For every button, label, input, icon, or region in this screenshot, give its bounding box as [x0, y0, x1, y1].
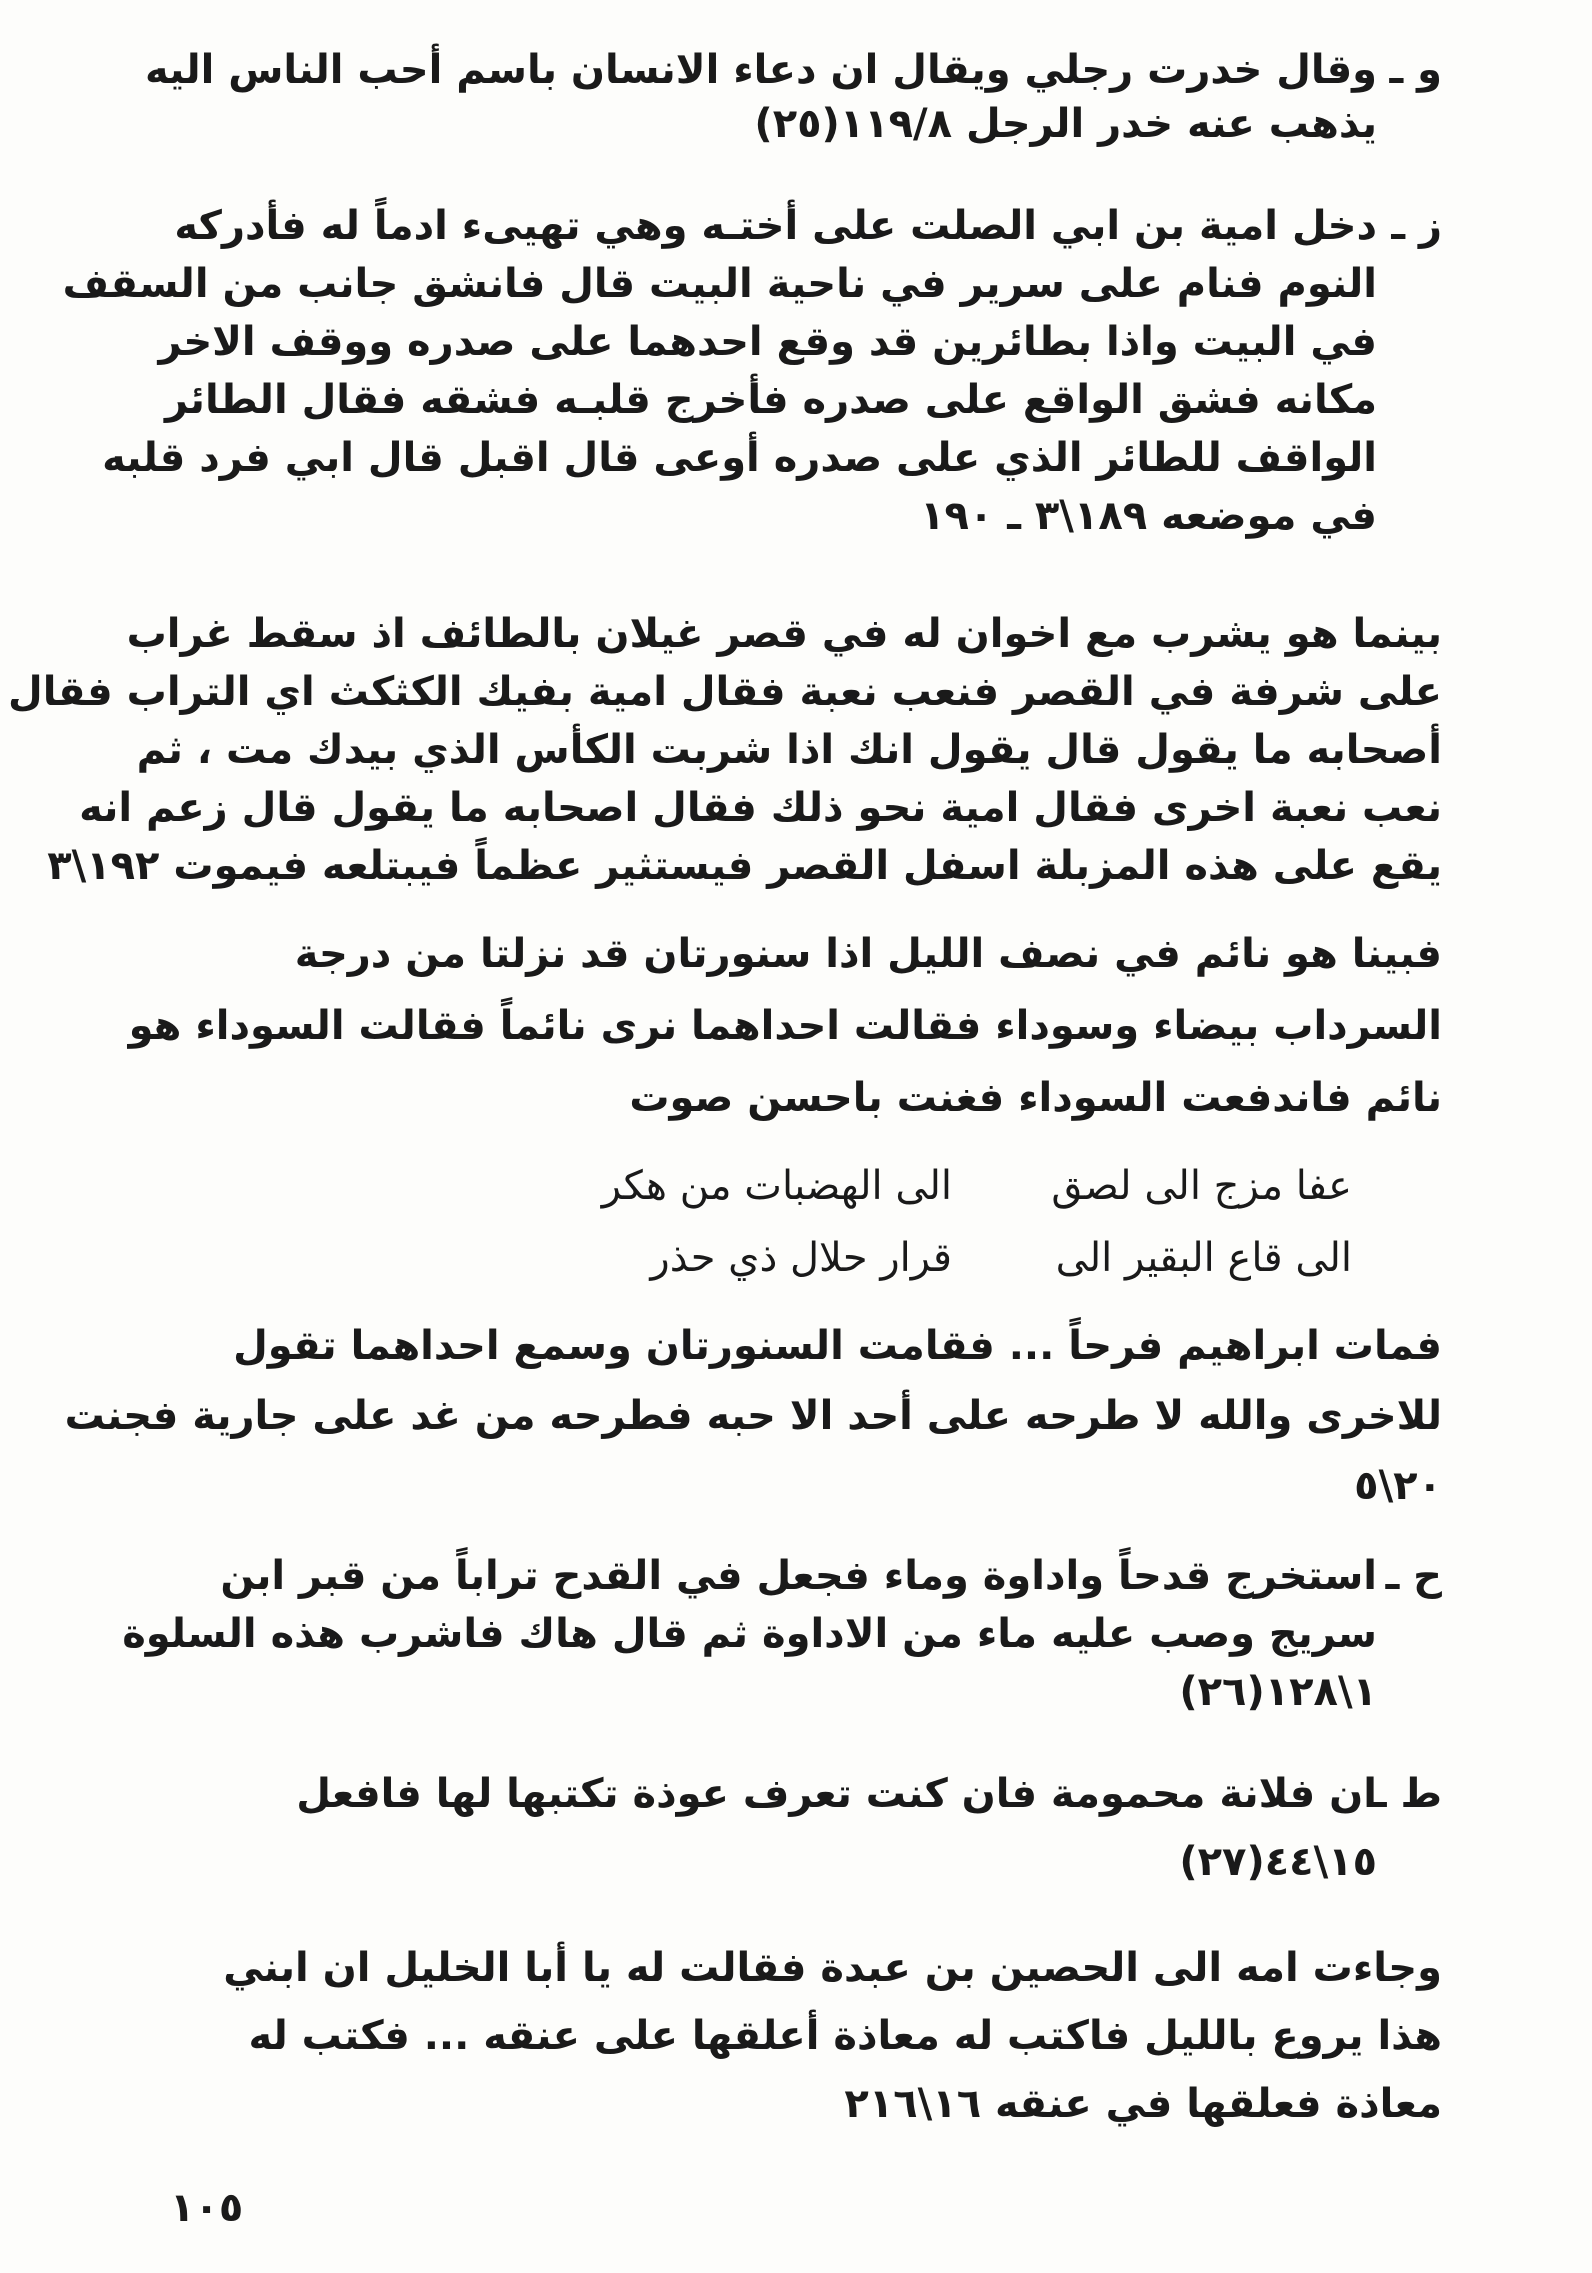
zay-line-1: دخل امية بن ابي الصلت على أختـه وهي تهيىء ادماً له فأدركه — [174, 203, 1377, 249]
p3-line-3: ٢٠\٥ — [1354, 1463, 1442, 1509]
p2-line-3: نائم فاندفعت السوداء فغنت باحسن صوت — [629, 1075, 1442, 1121]
ha-line-1: استخرج قدحاً واداوة وماء فجعل في القدح تراباً من قبر ابن — [220, 1553, 1377, 1599]
p4-line-3: معاذة فعلقها في عنقه ١٦\٢١٦ — [844, 2081, 1442, 2127]
ta-line-1: ان فلانة محمومة فان كنت تعرف عوذة تكتبها لها فافعل — [296, 1771, 1377, 1817]
p1-line-3: أصحابه ما يقول قال يقول انك اذا شربت الكأس الذي بيدك مت ، ثم — [136, 727, 1442, 773]
p3-line-1: فمات ابراهيم فرحاً ... فقامت السنورتان وسمع احداهما تقول — [233, 1323, 1442, 1369]
p1-line-1: بينما هو يشرب مع اخوان له في قصر غيلان بالطائف اذ سقط غراب — [126, 611, 1442, 657]
zay-line-5: الواقف للطائر الذي على صدره أوعى قال اقبل قال ابي فرد قلبه — [102, 435, 1377, 481]
verse-1-hemistich-2: الى الهضبات من هكر — [601, 1163, 952, 1209]
section-marker-ta: ط ـ — [1372, 1771, 1442, 1817]
p2-line-1: فبينا هو نائم في نصف الليل اذا سنورتان قد نزلتا من درجة — [294, 931, 1442, 977]
section-marker-zay: ز ـ — [1391, 203, 1442, 249]
p2-line-2: السرداب بيضاء وسوداء فقالت احداهما نرى نائماً فقالت السوداء هو — [128, 1003, 1442, 1049]
ta-line-2: ١٥\٤٤(٢٧) — [1179, 1839, 1377, 1885]
ha-line-3: ١\١٢٨(٢٦) — [1179, 1669, 1377, 1715]
verse-2-hemistich-1: الى قاع البقير الى — [1055, 1235, 1352, 1281]
verse-1-hemistich-1: عفا مزج الى لصق — [1051, 1163, 1352, 1209]
p4-line-1: وجاءت امه الى الحصين بن عبدة فقالت له يا أبا الخليل ان ابني — [223, 1945, 1442, 1991]
zay-line-4: مكانه فشق الواقع على صدره فأخرج قلبـه فشقه فقال الطائر — [165, 377, 1377, 423]
section-marker-waw: و ـ — [1389, 47, 1442, 93]
section-marker-ha: ح ـ — [1385, 1553, 1442, 1599]
p3-line-2: للاخرى والله لا طرحه على أحد الا حبه فطرحه من غد على جارية فجنت — [64, 1393, 1442, 1439]
zay-line-6: في موضعه ١٨٩\٣ ـ ١٩٠ — [920, 493, 1377, 539]
p1-line-4: نعب نعبة اخرى فقال امية نحو ذلك فقال اصحابه ما يقول قال زعم انه — [79, 785, 1442, 831]
ha-line-2: سريج وصب عليه ماء من الاداوة ثم قال هاك فاشرب هذه السلوة — [122, 1611, 1377, 1657]
verse-2-hemistich-2: قرار حلال ذي حذر — [650, 1235, 952, 1281]
zay-line-2: النوم فنام على سرير في ناحية البيت قال فانشق جانب من السقف — [62, 261, 1377, 307]
page-number: ١٠٥ — [170, 2185, 244, 2231]
zay-line-3: في البيت واذا بطائرين قد وقع احدهما على صدره ووقف الاخر — [158, 319, 1377, 365]
waw-line-2: يذهب عنه خدر الرجل ١١٩/٨(٢٥) — [754, 101, 1377, 147]
p1-line-2: على شرفة في القصر فنعب نعبة فقال امية بفيك الكثكث اي التراب فقال — [7, 669, 1442, 715]
p4-line-2: هذا يروع بالليل فاكتب له معاذة أعلقها على عنقه ... فكتب له — [248, 2013, 1442, 2059]
waw-line-1: وقال خدرت رجلي ويقال ان دعاء الانسان باسم أحب الناس اليه — [144, 47, 1377, 93]
p1-line-5: يقع على هذه المزبلة اسفل القصر فيستثير عظماً فيبتلعه فيموت ١٩٢\٣ — [47, 843, 1442, 889]
